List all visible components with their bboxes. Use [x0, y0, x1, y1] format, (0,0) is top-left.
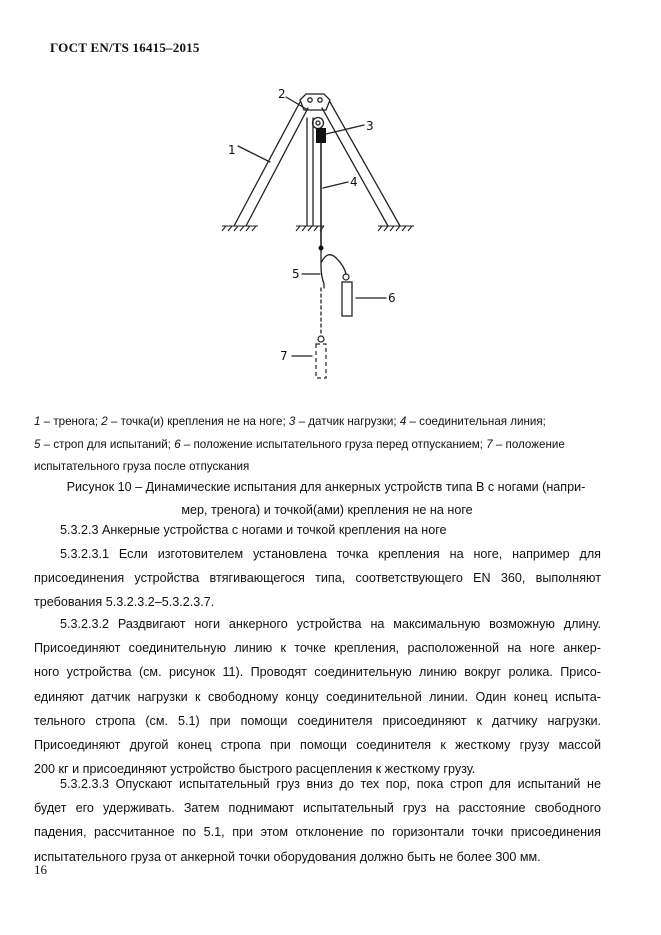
tripod-right-leg-outer — [330, 102, 400, 226]
figure-caption: Рисунок 10 – Динамические испытания для анкерных устройств типа В с ногами (напри- мер, тренога) и точкой(ами) крепления не на ноге — [66, 480, 586, 517]
figure-legend — [34, 411, 594, 479]
leader-1 — [238, 146, 270, 162]
paragraph-5-3-2-3-2: 5.3.2.3.2 Раздвигают ноги анкерного устройства на максимальную возможную длину. Присоединяют соединительную линию к точке крепления, расположенной на ноге анкер- ного устройства (см. рисунок 11). Проводят соединительную линию вокруг ролика. Присо- единяют датчик нагрузки к свободному концу соединительной линии. Один конец испыта- тельного стропа (см. 5.1) при помощи соединителя присоединяют к датчику нагрузки. Присоединяют другой конец стропа при помощи соединителя к жесткому грузу массой 200 кг и присоединяют устройство быстрого расцепления к жесткому грузу. — [34, 617, 601, 777]
paragraph-5-3-2-3-3: 5.3.2.3.3 Опускают испытательный груз вниз до тех пор, пока строп для испытаний не будет его удерживать. Затем поднимают испытательный груз на расстояние свободного падения, рассчитанное по 5.1, при этом отклонение по горизонтали точки присоединения испытательного груза от анкерной точки оборудования должно быть не более 300 мм. — [34, 777, 601, 864]
leader-4 — [323, 182, 348, 188]
legend-line-1: 1 – тренога; 2 – точка(и) крепления не на ноге; 3 – датчик нагрузки; 4 – соединительная линия; — [34, 415, 546, 428]
label-4: 4 — [350, 175, 358, 189]
tripod-right-leg-inner — [322, 108, 388, 226]
paragraph-5-3-2-3-1: 5.3.2.3.1 Если изготовителем установлена точка крепления на ноге, например для присоединения устройства втягивающегося типа, соответствующего EN 360, выполняют требования 5.3.2.3.2–5.3.2.3.7. — [34, 547, 601, 610]
label-5: 5 — [292, 267, 300, 281]
pulley-hub — [316, 121, 320, 125]
test-mass-after-release — [316, 344, 326, 378]
head-hole-left — [308, 98, 312, 102]
tripod-test-figure — [220, 88, 430, 388]
load-cell — [316, 128, 326, 143]
mass-6-ring — [343, 274, 349, 280]
label-6: 6 — [388, 291, 396, 305]
sling-knot — [319, 246, 324, 251]
ground-hatch-right — [378, 226, 412, 231]
label-3: 3 — [366, 119, 374, 133]
ground-hatch-left — [222, 226, 256, 231]
legend-line-2: 5 – строп для испытаний; 6 – положение испытательного груза перед отпусканием; 7 – положение — [34, 437, 565, 451]
head-hole-right — [318, 98, 322, 102]
label-7: 7 — [280, 349, 288, 363]
ground-hatch-center — [296, 226, 324, 231]
tripod-left-leg-inner — [246, 108, 308, 226]
page-number: 16 — [34, 862, 47, 877]
document-header: ГОСТ EN/TS 16415–2015 — [50, 40, 200, 55]
legend-line-3: испытательного груза после отпускания — [34, 460, 250, 473]
pulley — [313, 118, 324, 129]
test-mass-before-release — [342, 282, 352, 316]
mass-7-ring — [318, 336, 324, 342]
tripod-left-leg-outer — [234, 102, 300, 226]
label-2: 2 — [278, 88, 286, 101]
label-1: 1 — [228, 143, 236, 157]
section-heading: 5.3.2.3 Анкерные устройства с ногами и точкой крепления на ноге — [60, 523, 447, 537]
